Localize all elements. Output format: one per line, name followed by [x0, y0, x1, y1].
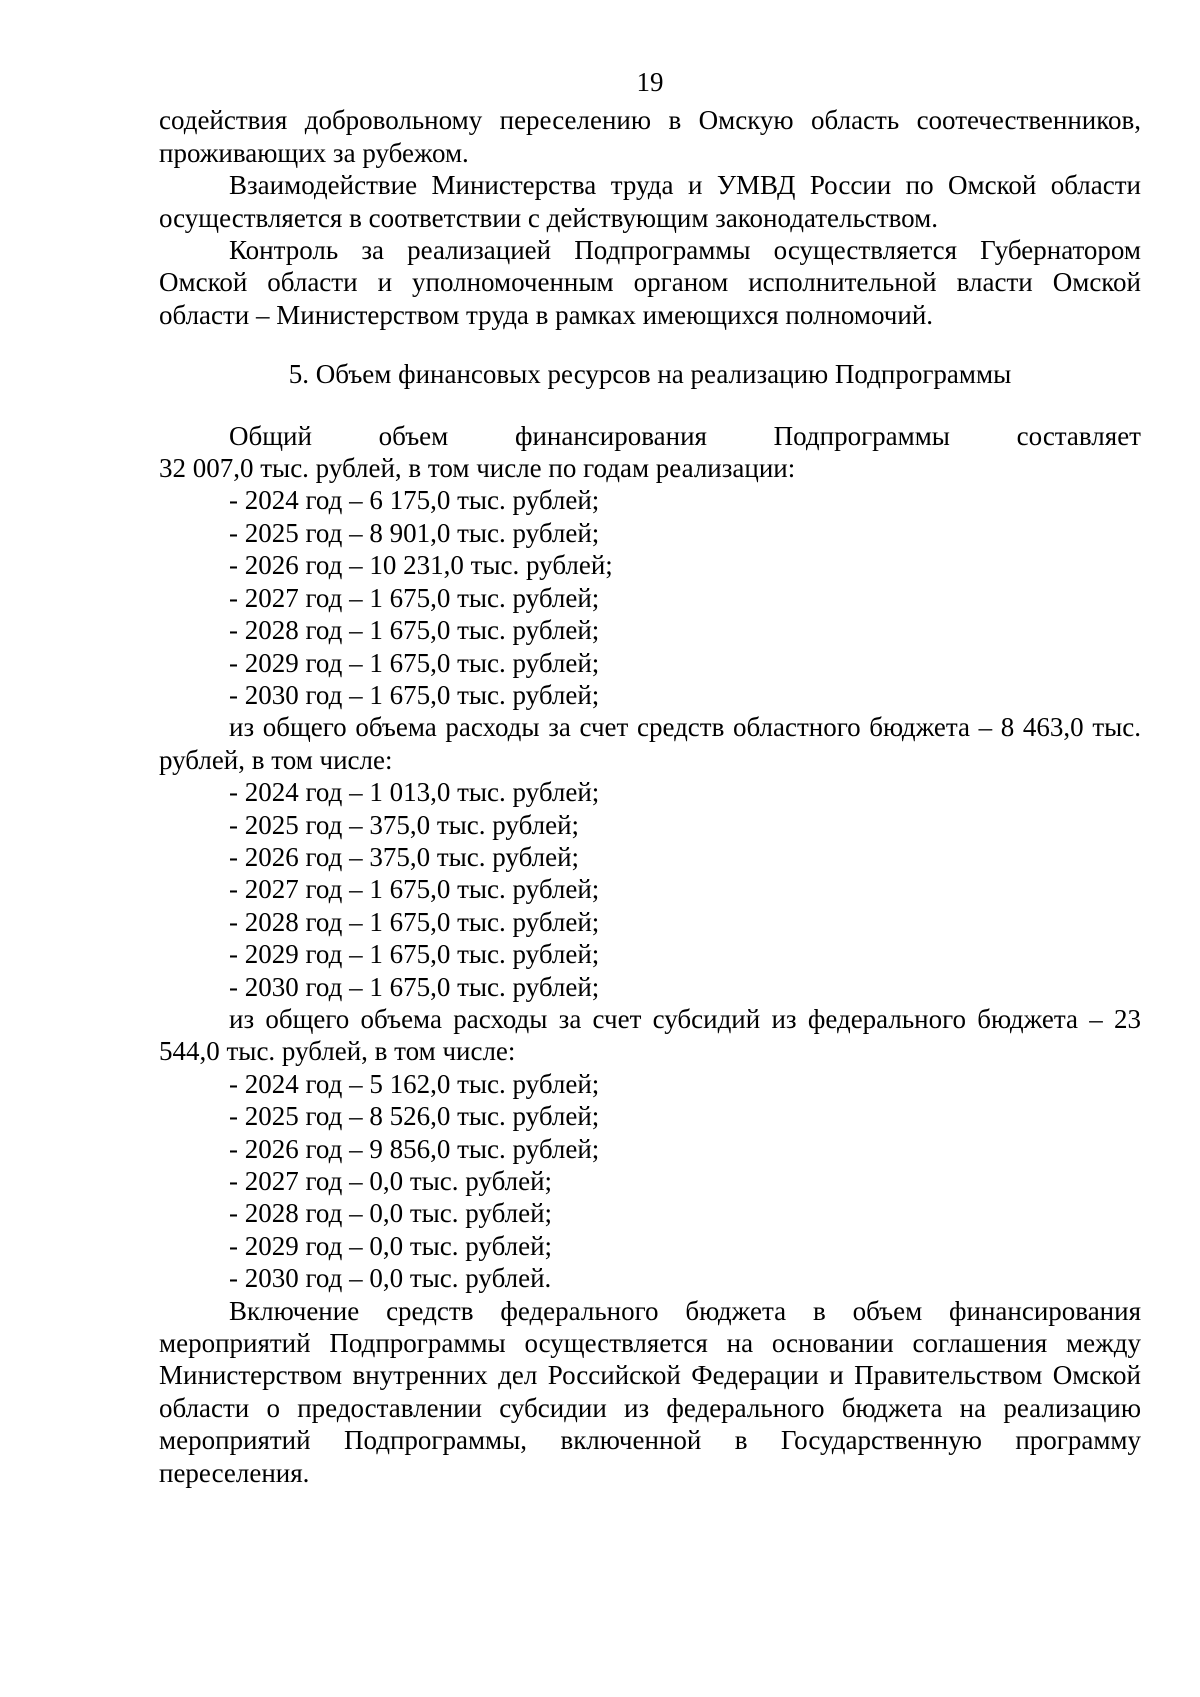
list-item: - 2029 год – 1 675,0 тыс. рублей; [229, 647, 600, 678]
total-years-list [159, 484, 1141, 711]
list-item: - 2027 год – 0,0 тыс. рублей; [229, 1166, 553, 1196]
total-financing-block [159, 420, 1141, 712]
total-word: Подпрограммы [773, 420, 950, 451]
list-item: - 2028 год – 0,0 тыс. рублей; [229, 1198, 553, 1229]
list-item: - 2029 год – 0,0 тыс. рублей; [229, 1230, 553, 1261]
total-word: Общий [229, 420, 312, 451]
closing-paragraph: Включение средств федерального бюджета в объем финансирования мероприятий Подпрограммы осуществляется на основании соглашения между Министерством внутренних дел Российской Федерации и Правительством Омской области о предоставлении субсидии из федерального бюджета на реализацию мероприятий Подпрограммы, включенной в Государственную программу переселения. [159, 1295, 1141, 1488]
list-item: - 2030 год – 1 675,0 тыс. рублей; [229, 971, 600, 1002]
paragraph-control: Контроль за реализацией Подпрограммы осуществляется Губернатором Омской области и уполномоченным органом исполнительной власти Омской области – Министерством труда в рамках имеющихся полномочий. [159, 235, 1141, 330]
list-item: - 2028 год – 1 675,0 тыс. рублей; [229, 906, 600, 937]
regional-years-list [159, 776, 1141, 1003]
paragraph-interaction: Взаимодействие Министерства труда и УМВД России по Омской области осуществляется в соответствии с действующим законодательством. [159, 170, 1141, 233]
federal-years-list [159, 1068, 1141, 1295]
list-item: - 2024 год – 6 175,0 тыс. рублей; [229, 485, 600, 516]
list-item: - 2024 год – 5 162,0 тыс. рублей; [229, 1068, 600, 1099]
total-financing-second-line: 32 007,0 тыс. рублей, в том числе по годам реализации: [159, 453, 796, 484]
list-item: - 2026 год – 10 231,0 тыс. рублей; [229, 550, 613, 581]
list-item: - 2027 год – 1 675,0 тыс. рублей; [229, 874, 600, 905]
list-item: - 2025 год – 8 526,0 тыс. рублей; [229, 1101, 600, 1132]
document-page [159, 66, 1141, 1489]
list-item: - 2029 год – 1 675,0 тыс. рублей; [229, 939, 600, 970]
list-item: - 2030 год – 1 675,0 тыс. рублей; [229, 679, 600, 710]
federal-budget-block [159, 1003, 1141, 1295]
federal-budget-intro: из общего объема расходы за счет субсидий из федерального бюджета – 23 544,0 тыс. рублей, в том числе: [159, 1003, 1141, 1067]
list-item: - 2027 год – 1 675,0 тыс. рублей; [229, 582, 600, 613]
total-word: составляет [1016, 420, 1141, 451]
total-word: объем [378, 420, 449, 451]
list-item: - 2025 год – 375,0 тыс. рублей; [229, 809, 580, 840]
total-word: финансирования [514, 420, 707, 451]
regional-budget-intro: из общего объема расходы за счет средств областного бюджета – 8 463,0 тыс. рублей, в том числе: [159, 712, 1141, 775]
paragraph-continuation: содействия добровольному переселению в Омскую область соотечественников, проживающих за рубежом. [159, 105, 1141, 168]
list-item: - 2025 год – 8 901,0 тыс. рублей; [229, 517, 600, 548]
list-item: - 2030 год – 0,0 тыс. рублей. [229, 1263, 552, 1294]
list-item: - 2028 год – 1 675,0 тыс. рублей; [229, 615, 600, 646]
list-item: - 2024 год – 1 013,0 тыс. рублей; [229, 777, 600, 808]
section-heading: 5. Объем финансовых ресурсов на реализацию Подпрограммы [288, 359, 1012, 390]
page-number: 19 [636, 67, 664, 97]
list-item: - 2026 год – 375,0 тыс. рублей; [229, 841, 580, 872]
list-item: - 2026 год – 9 856,0 тыс. рублей; [229, 1133, 600, 1164]
regional-budget-block [159, 711, 1141, 1003]
total-financing-first-line [159, 420, 1141, 452]
